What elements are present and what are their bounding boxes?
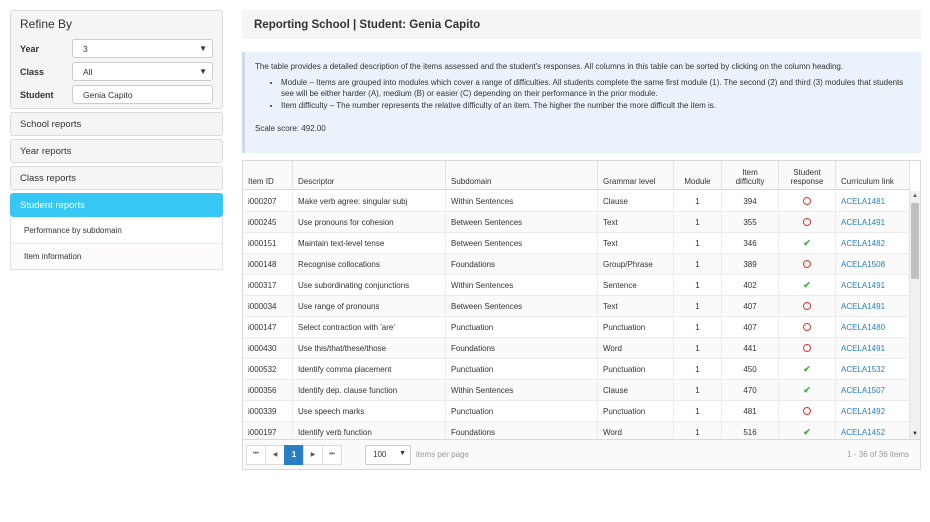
cell-subdomain: Punctuation [446, 359, 598, 379]
cell-item-id: i000207 [243, 191, 293, 211]
next-page-button[interactable]: ▶ [303, 445, 323, 465]
cell-curriculum-link[interactable] [836, 296, 910, 316]
check-icon: ✔ [803, 384, 811, 395]
table-row [243, 212, 910, 233]
cell-student-response [779, 422, 836, 439]
cell-descriptor: Identify dep. clause function [293, 380, 446, 400]
cell-descriptor: Recognise collocations [293, 254, 446, 274]
info-intro: The table provides a detailed description of the items assessed and the student's responses. All columns in this table can be sorted by clicking on the column heading. [255, 62, 844, 71]
refine-panel [10, 10, 223, 109]
cell-descriptor: Use speech marks [293, 401, 446, 421]
check-icon: ✔ [803, 363, 811, 374]
cell-grammar-level: Text [598, 233, 674, 253]
cell-descriptor: Use subordinating conjunctions [293, 275, 446, 295]
cell-item-id: i000356 [243, 380, 293, 400]
cell-grammar-level: Clause [598, 380, 674, 400]
cell-grammar-level: Word [598, 422, 674, 439]
check-icon: ✔ [803, 426, 811, 437]
cell-module: 1 [674, 401, 722, 421]
cell-item-id: i000034 [243, 296, 293, 316]
grid-body [243, 191, 910, 439]
cell-descriptor: Use this/that/these/those [293, 338, 446, 358]
table-row [243, 191, 910, 212]
scrollbar-thumb[interactable] [911, 203, 919, 279]
year-label: Year [20, 43, 40, 54]
curriculum-link[interactable]: ACELA1507 [841, 385, 886, 395]
cell-item-difficulty: 407 [722, 317, 779, 337]
cell-grammar-level: Group/Phrase [598, 254, 674, 274]
table-row [243, 401, 910, 422]
cell-item-id: i000147 [243, 317, 293, 337]
cell-item-difficulty: 346 [722, 233, 779, 253]
pager [243, 439, 920, 469]
circle-icon [803, 302, 811, 310]
pager-info: 1 - 36 of 36 items [847, 450, 909, 459]
circle-icon [803, 197, 811, 205]
col-header-module[interactable]: Module [674, 161, 722, 189]
page-title: Reporting School | Student: Genia Capito [242, 10, 921, 39]
col-header-grammar-level[interactable]: Grammar level [598, 161, 674, 189]
student-row [20, 83, 213, 106]
circle-icon [803, 323, 811, 331]
vertical-scrollbar[interactable] [909, 191, 920, 439]
cell-student-response [779, 254, 836, 274]
check-icon: ✔ [803, 237, 811, 248]
cell-module: 1 [674, 275, 722, 295]
cell-subdomain: Foundations [446, 338, 598, 358]
student-label: Student [20, 89, 54, 100]
grid-header [243, 161, 910, 190]
scroll-down-icon[interactable]: ▼ [912, 431, 918, 437]
scroll-up-icon[interactable]: ▲ [912, 193, 918, 199]
cell-curriculum-link[interactable] [836, 401, 910, 421]
cell-curriculum-link[interactable] [836, 422, 910, 439]
info-bullet-module: • Module – Items are grouped into modules which cover a range of difficulties. All students complete the same first module (1). The second (2) and third (3) modules that students see will be either harder (A), medium (B) or easier (C) depending on their performance in the prior module. [281, 77, 911, 99]
table-row [243, 317, 910, 338]
cell-student-response [779, 233, 836, 253]
cell-descriptor: Use pronouns for cohesion [293, 212, 446, 232]
cell-item-difficulty: 394 [722, 191, 779, 211]
cell-item-id: i000339 [243, 401, 293, 421]
cell-item-id: i000532 [243, 359, 293, 379]
student-input[interactable] [72, 85, 213, 104]
curriculum-link[interactable]: ACELA1491 [841, 217, 886, 227]
cell-module: 1 [674, 422, 722, 439]
table-row [243, 275, 910, 296]
curriculum-link[interactable]: ACELA1481 [841, 196, 886, 206]
check-icon: ✔ [803, 279, 811, 290]
cell-grammar-level: Text [598, 212, 674, 232]
curriculum-link[interactable]: ACELA1452 [841, 427, 886, 437]
cell-subdomain: Between Sentences [446, 233, 598, 253]
curriculum-link[interactable]: ACELA1480 [841, 322, 886, 332]
cell-item-id: i000245 [243, 212, 293, 232]
cell-student-response [779, 401, 836, 421]
cell-subdomain: Punctuation [446, 401, 598, 421]
cell-curriculum-link[interactable] [836, 338, 910, 358]
cell-subdomain: Within Sentences [446, 275, 598, 295]
page-size-value: 100 [373, 450, 387, 459]
cell-grammar-level: Punctuation [598, 359, 674, 379]
last-page-button[interactable]: ⏭ [322, 445, 342, 465]
cell-item-difficulty: 402 [722, 275, 779, 295]
cell-module: 1 [674, 338, 722, 358]
cell-student-response [779, 317, 836, 337]
cell-curriculum-link[interactable] [836, 275, 910, 295]
circle-icon [803, 218, 811, 226]
cell-curriculum-link[interactable] [836, 254, 910, 274]
curriculum-link[interactable]: ACELA1491 [841, 280, 886, 290]
cell-item-difficulty: 407 [722, 296, 779, 316]
refine-title: Refine By [20, 17, 73, 31]
curriculum-link[interactable]: ACELA1508 [841, 259, 886, 269]
cell-student-response [779, 275, 836, 295]
main-content [242, 10, 921, 459]
cell-item-id: i000430 [243, 338, 293, 358]
nav-year-reports[interactable]: Year reports [10, 139, 223, 163]
cell-student-response [779, 296, 836, 316]
info-box [242, 52, 921, 153]
cell-module: 1 [674, 317, 722, 337]
cell-module: 1 [674, 359, 722, 379]
cell-descriptor: Identify comma placement [293, 359, 446, 379]
table-row [243, 359, 910, 380]
items-grid [242, 160, 921, 470]
page-size-select[interactable] [365, 445, 411, 465]
nav-student-reports[interactable]: Student reports [10, 193, 223, 217]
cell-curriculum-link[interactable] [836, 191, 910, 211]
cell-descriptor: Maintain text-level tense [293, 233, 446, 253]
cell-grammar-level: Punctuation [598, 317, 674, 337]
items-per-page-label: items per page [416, 450, 469, 459]
page-1-button[interactable]: 1 [284, 445, 304, 465]
info-list [255, 77, 911, 111]
cell-item-difficulty: 355 [722, 212, 779, 232]
scale-score: Scale score: 492.00 [255, 124, 326, 133]
cell-subdomain: Within Sentences [446, 380, 598, 400]
col-header-item-id[interactable]: Item ID [243, 161, 293, 189]
class-label: Class [20, 66, 45, 77]
cell-subdomain: Between Sentences [446, 296, 598, 316]
prev-page-button[interactable]: ◀ [265, 445, 285, 465]
cell-descriptor: Select contraction with 'are' [293, 317, 446, 337]
student-subnav [10, 217, 223, 270]
table-row [243, 296, 910, 317]
cell-student-response [779, 380, 836, 400]
cell-curriculum-link[interactable] [836, 233, 910, 253]
col-header-curriculum-link[interactable]: Curriculum link [836, 161, 910, 189]
cell-item-difficulty: 481 [722, 401, 779, 421]
cell-grammar-level: Text [598, 296, 674, 316]
chevron-down-icon: ▼ [199, 44, 207, 53]
cell-item-id: i000151 [243, 233, 293, 253]
cell-descriptor: Identify verb function [293, 422, 446, 439]
curriculum-link[interactable]: ACELA1491 [841, 301, 886, 311]
class-select[interactable] [72, 62, 213, 81]
col-header-student-response[interactable]: Student response [779, 161, 836, 189]
sidebar [10, 10, 223, 270]
cell-student-response [779, 212, 836, 232]
info-bullet-difficulty: • Item difficulty – The number represents the relative difficulty of an item. The higher the number the more difficult the item is. [281, 100, 911, 111]
cell-student-response [779, 191, 836, 211]
curriculum-link[interactable]: ACELA1532 [841, 364, 886, 374]
cell-grammar-level: Word [598, 338, 674, 358]
cell-item-id: i000148 [243, 254, 293, 274]
cell-subdomain: Foundations [446, 422, 598, 439]
subnav-item-information[interactable]: Item information [11, 243, 222, 269]
student-value: Genia Capito [83, 89, 133, 100]
cell-grammar-level: Sentence [598, 275, 674, 295]
col-header-item-difficulty[interactable]: Item difficulty [722, 161, 779, 189]
curriculum-link[interactable]: ACELA1492 [841, 406, 886, 416]
curriculum-link[interactable]: ACELA1491 [841, 343, 886, 353]
cell-item-difficulty: 389 [722, 254, 779, 274]
cell-subdomain: Between Sentences [446, 212, 598, 232]
cell-curriculum-link[interactable] [836, 212, 910, 232]
cell-item-id: i000317 [243, 275, 293, 295]
chevron-down-icon: ▼ [399, 449, 406, 457]
nav-school-reports[interactable]: School reports [10, 112, 223, 136]
cell-item-difficulty: 450 [722, 359, 779, 379]
circle-icon [803, 260, 811, 268]
first-page-button[interactable]: ⏮ [246, 445, 266, 465]
curriculum-link[interactable]: ACELA1482 [841, 238, 886, 248]
cell-grammar-level: Clause [598, 191, 674, 211]
cell-curriculum-link[interactable] [836, 380, 910, 400]
year-select[interactable] [72, 39, 213, 58]
cell-module: 1 [674, 380, 722, 400]
table-row [243, 380, 910, 401]
cell-descriptor: Make verb agree: singular subj [293, 191, 446, 211]
class-value: All [83, 66, 93, 77]
table-row [243, 233, 910, 254]
year-row [20, 37, 213, 60]
subnav-performance-by-subdomain[interactable]: Performance by subdomain [24, 225, 122, 235]
year-value: 3 [83, 43, 88, 54]
cell-module: 1 [674, 233, 722, 253]
table-row [243, 422, 910, 439]
cell-grammar-level: Punctuation [598, 401, 674, 421]
cell-descriptor: Use range of pronouns [293, 296, 446, 316]
class-row [20, 60, 213, 83]
cell-student-response [779, 338, 836, 358]
cell-student-response [779, 359, 836, 379]
table-row [243, 338, 910, 359]
cell-item-difficulty: 516 [722, 422, 779, 439]
cell-subdomain: Punctuation [446, 317, 598, 337]
cell-subdomain: Within Sentences [446, 191, 598, 211]
cell-module: 1 [674, 191, 722, 211]
col-header-subdomain[interactable]: Subdomain [446, 161, 598, 189]
cell-item-id: i000197 [243, 422, 293, 439]
chevron-down-icon: ▼ [199, 67, 207, 76]
cell-module: 1 [674, 296, 722, 316]
cell-item-difficulty: 441 [722, 338, 779, 358]
nav-class-reports[interactable]: Class reports [10, 166, 223, 190]
cell-curriculum-link[interactable] [836, 317, 910, 337]
cell-module: 1 [674, 254, 722, 274]
circle-icon [803, 344, 811, 352]
table-row [243, 254, 910, 275]
cell-module: 1 [674, 212, 722, 232]
cell-subdomain: Foundations [446, 254, 598, 274]
cell-curriculum-link[interactable] [836, 359, 910, 379]
col-header-descriptor[interactable]: Descriptor [293, 161, 446, 189]
circle-icon [803, 407, 811, 415]
cell-item-difficulty: 470 [722, 380, 779, 400]
